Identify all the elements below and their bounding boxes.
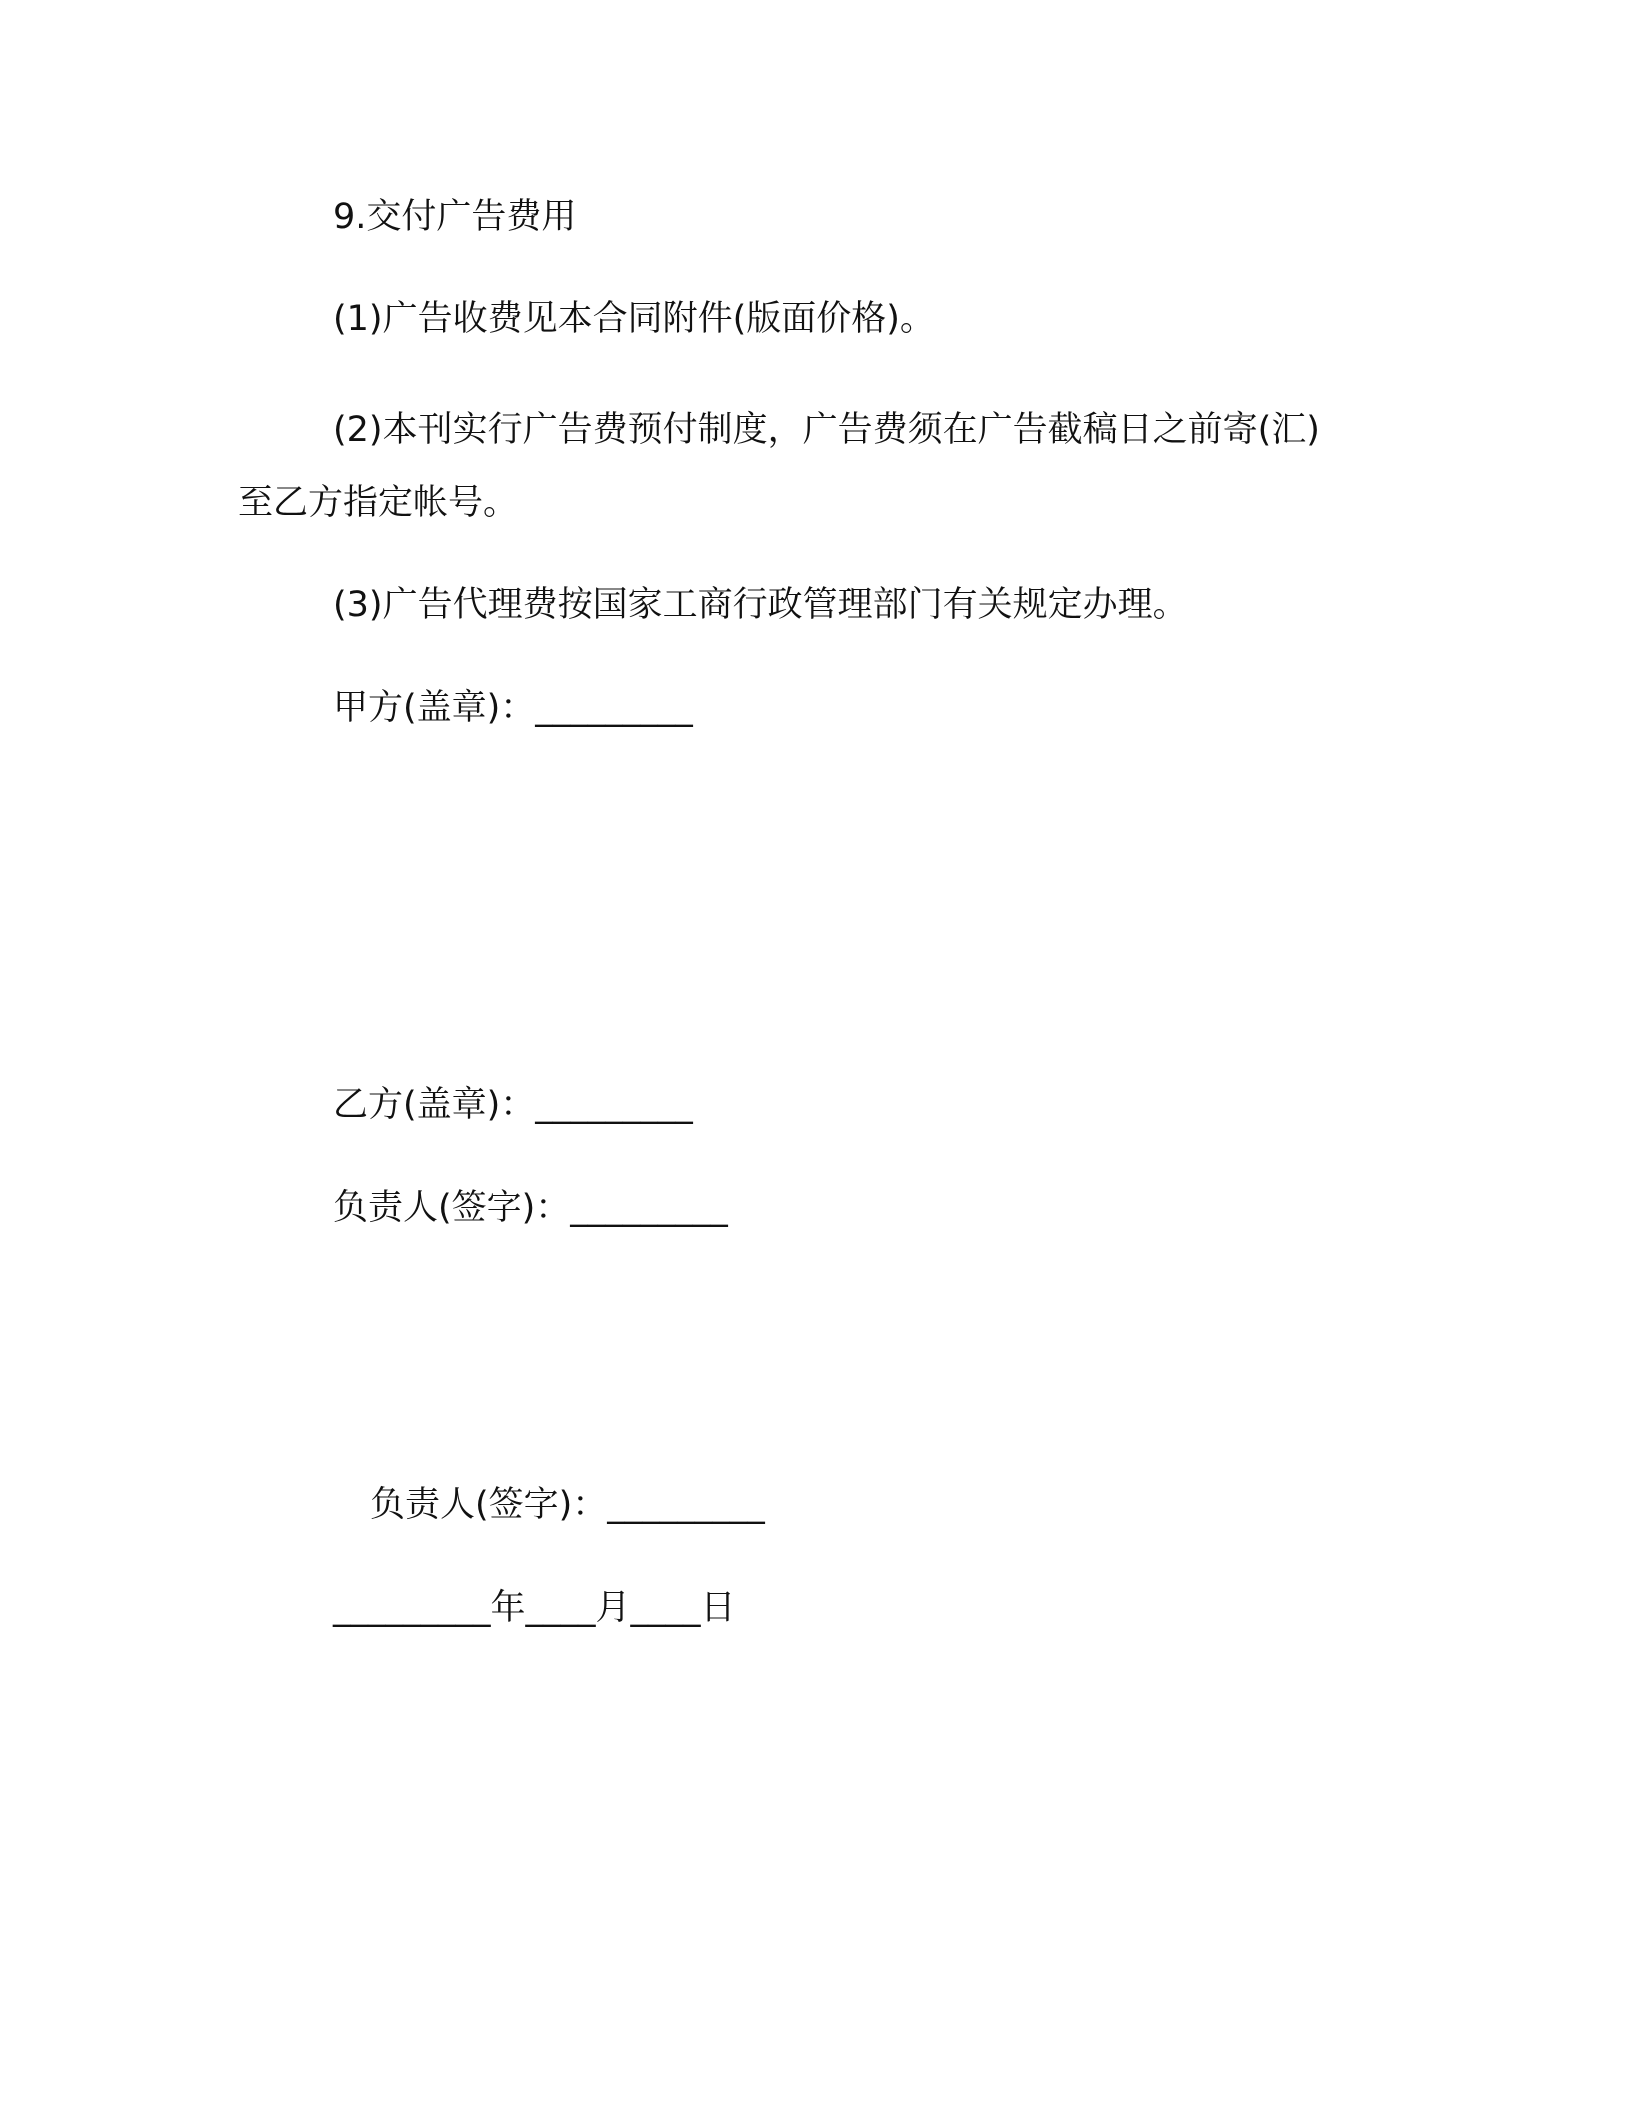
party-a-signature-line: 负责人(签字)：_________ [370,1485,765,1525]
section-heading: 9.交付广告费用 [333,197,577,237]
clause-1-text: (1)广告收费见本合同附件(版面价格)。 [333,299,935,339]
party-b-signature-line: 负责人(签字)：_________ [333,1188,728,1228]
clause-2-text-line-1: (2)本刊实行广告费预付制度，广告费须在广告截稿日之前寄(汇) [333,410,1320,450]
clause-3-text: (3)广告代理费按国家工商行政管理部门有关规定办理。 [333,585,1188,625]
clause-2-text-line-2: 至乙方指定帐号。 [238,483,519,523]
party-b-seal-line: 乙方(盖章)：_________ [333,1085,693,1125]
party-a-seal-line: 甲方(盖章)：_________ [333,688,693,728]
date-line: _________年____月____日 [333,1588,736,1628]
